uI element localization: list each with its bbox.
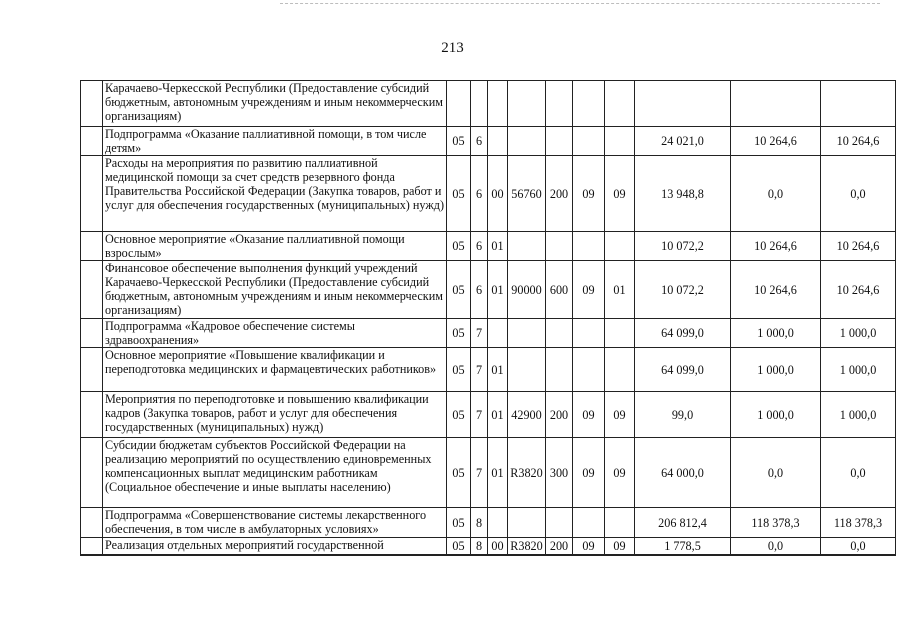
amount-cell bbox=[731, 81, 821, 127]
code-cell: 05 bbox=[447, 261, 471, 319]
code-cell: 09 bbox=[573, 156, 605, 232]
table-row bbox=[81, 538, 896, 555]
code-cell bbox=[488, 508, 508, 538]
amount-cell: 64 000,0 bbox=[635, 438, 731, 508]
amount-cell: 10 072,2 bbox=[635, 261, 731, 319]
amount-cell: 24 021,0 bbox=[635, 127, 731, 156]
code-cell bbox=[546, 127, 573, 156]
code-cell: 05 bbox=[447, 438, 471, 508]
amount-cell: 1 000,0 bbox=[821, 319, 896, 348]
code-cell bbox=[546, 81, 573, 127]
code-cell: 09 bbox=[605, 438, 635, 508]
row-margin-cell bbox=[81, 538, 103, 555]
code-cell bbox=[508, 127, 546, 156]
code-cell: 7 bbox=[471, 319, 488, 348]
amount-cell: 64 099,0 bbox=[635, 319, 731, 348]
code-cell bbox=[605, 348, 635, 392]
budget-table bbox=[80, 80, 896, 556]
code-cell bbox=[573, 319, 605, 348]
code-cell: R3820 bbox=[508, 538, 546, 555]
code-cell: 01 bbox=[488, 392, 508, 438]
code-cell: 05 bbox=[447, 348, 471, 392]
code-cell: 8 bbox=[471, 538, 488, 555]
amount-cell: 0,0 bbox=[821, 156, 896, 232]
code-cell: 05 bbox=[447, 127, 471, 156]
code-cell: 42900 bbox=[508, 392, 546, 438]
code-cell: 200 bbox=[546, 538, 573, 555]
code-cell bbox=[546, 319, 573, 348]
code-cell: 05 bbox=[447, 392, 471, 438]
amount-cell: 1 000,0 bbox=[731, 392, 821, 438]
code-cell bbox=[508, 508, 546, 538]
item-name-cell: Подпрограмма «Совершенствование системы лекарственного обеспечения, в том числе в амбулаторных условиях» bbox=[103, 508, 447, 538]
code-cell: 6 bbox=[471, 232, 488, 261]
amount-cell: 99,0 bbox=[635, 392, 731, 438]
code-cell bbox=[573, 508, 605, 538]
code-cell: 05 bbox=[447, 319, 471, 348]
code-cell bbox=[546, 348, 573, 392]
row-margin-cell bbox=[81, 127, 103, 156]
table-row bbox=[81, 261, 896, 319]
amount-cell: 1 778,5 bbox=[635, 538, 731, 555]
page-number: 213 bbox=[441, 40, 464, 56]
amount-cell: 0,0 bbox=[821, 538, 896, 555]
amount-cell: 206 812,4 bbox=[635, 508, 731, 538]
code-cell: 6 bbox=[471, 127, 488, 156]
page-top-rule bbox=[280, 3, 880, 4]
code-cell: 09 bbox=[605, 156, 635, 232]
amount-cell: 64 099,0 bbox=[635, 348, 731, 392]
code-cell bbox=[488, 319, 508, 348]
table-row bbox=[81, 156, 896, 232]
code-cell: 05 bbox=[447, 232, 471, 261]
table-row bbox=[81, 127, 896, 156]
row-margin-cell bbox=[81, 508, 103, 538]
item-name-cell: Основное мероприятие «Оказание паллиативной помощи взрослым» bbox=[103, 232, 447, 261]
code-cell bbox=[546, 508, 573, 538]
code-cell bbox=[488, 81, 508, 127]
row-margin-cell bbox=[81, 348, 103, 392]
amount-cell: 10 264,6 bbox=[731, 261, 821, 319]
code-cell: 01 bbox=[605, 261, 635, 319]
amount-cell: 118 378,3 bbox=[821, 508, 896, 538]
table-row bbox=[81, 319, 896, 348]
code-cell: 200 bbox=[546, 392, 573, 438]
code-cell bbox=[573, 348, 605, 392]
row-margin-cell bbox=[81, 392, 103, 438]
item-name-cell: Основное мероприятие «Повышение квалификации и переподготовка медицинских и фармацевтических работников» bbox=[103, 348, 447, 392]
amount-cell: 1 000,0 bbox=[731, 348, 821, 392]
code-cell: 7 bbox=[471, 348, 488, 392]
code-cell bbox=[471, 81, 488, 127]
code-cell: 01 bbox=[488, 438, 508, 508]
amount-cell: 0,0 bbox=[731, 438, 821, 508]
row-margin-cell bbox=[81, 438, 103, 508]
code-cell: 09 bbox=[573, 538, 605, 555]
code-cell: 09 bbox=[605, 392, 635, 438]
table-body bbox=[81, 81, 896, 555]
row-margin-cell bbox=[81, 232, 103, 261]
code-cell: 56760 bbox=[508, 156, 546, 232]
amount-cell bbox=[821, 81, 896, 127]
table-row bbox=[81, 81, 896, 127]
amount-cell: 0,0 bbox=[731, 538, 821, 555]
amount-cell: 10 264,6 bbox=[821, 232, 896, 261]
item-name-cell: Финансовое обеспечение выполнения функций учреждений Карачаево-Черкесской Республики (Предоставление субсидий бюджетным, автономным учреждениям и иным некоммерческим организациям) bbox=[103, 261, 447, 319]
row-margin-cell bbox=[81, 156, 103, 232]
code-cell: 200 bbox=[546, 156, 573, 232]
item-name-cell: Мероприятия по переподготовке и повышению квалификации кадров (Закупка товаров, работ и услуг для обеспечения государственных (муниципальных) нужд) bbox=[103, 392, 447, 438]
code-cell bbox=[605, 319, 635, 348]
amount-cell: 118 378,3 bbox=[731, 508, 821, 538]
table-row bbox=[81, 392, 896, 438]
amount-cell: 0,0 bbox=[731, 156, 821, 232]
code-cell bbox=[605, 508, 635, 538]
table-row bbox=[81, 232, 896, 261]
row-margin-cell bbox=[81, 319, 103, 348]
code-cell bbox=[605, 232, 635, 261]
amount-cell: 1 000,0 bbox=[821, 348, 896, 392]
code-cell bbox=[573, 127, 605, 156]
amount-cell: 13 948,8 bbox=[635, 156, 731, 232]
code-cell bbox=[573, 232, 605, 261]
amount-cell: 10 264,6 bbox=[731, 127, 821, 156]
code-cell bbox=[508, 81, 546, 127]
code-cell: 01 bbox=[488, 261, 508, 319]
code-cell bbox=[605, 127, 635, 156]
amount-cell: 10 264,6 bbox=[821, 127, 896, 156]
code-cell bbox=[546, 232, 573, 261]
code-cell: 09 bbox=[573, 261, 605, 319]
code-cell: 09 bbox=[605, 538, 635, 555]
code-cell: R3820 bbox=[508, 438, 546, 508]
code-cell bbox=[447, 81, 471, 127]
code-cell: 600 bbox=[546, 261, 573, 319]
code-cell bbox=[488, 127, 508, 156]
row-margin-cell bbox=[81, 81, 103, 127]
item-name-cell: Подпрограмма «Кадровое обеспечение системы здравоохранения» bbox=[103, 319, 447, 348]
item-name-cell: Карачаево-Черкесской Республики (Предоставление субсидий бюджетным, автономным учреждениям и иным некоммерческим организациям) bbox=[103, 81, 447, 127]
amount-cell: 10 072,2 bbox=[635, 232, 731, 261]
code-cell: 7 bbox=[471, 392, 488, 438]
code-cell: 01 bbox=[488, 348, 508, 392]
table-row bbox=[81, 508, 896, 538]
code-cell: 6 bbox=[471, 261, 488, 319]
code-cell: 8 bbox=[471, 508, 488, 538]
code-cell: 09 bbox=[573, 392, 605, 438]
amount-cell: 1 000,0 bbox=[821, 392, 896, 438]
amount-cell bbox=[635, 81, 731, 127]
code-cell: 7 bbox=[471, 438, 488, 508]
item-name-cell: Субсидии бюджетам субъектов Российской Федерации на реализацию мероприятий по осуществлению единовременных компенсационных выплат медицинским работникам (Социальное обеспечение и иные выплаты населению) bbox=[103, 438, 447, 508]
code-cell: 09 bbox=[573, 438, 605, 508]
amount-cell: 10 264,6 bbox=[731, 232, 821, 261]
code-cell: 300 bbox=[546, 438, 573, 508]
amount-cell: 1 000,0 bbox=[731, 319, 821, 348]
code-cell bbox=[573, 81, 605, 127]
row-margin-cell bbox=[81, 261, 103, 319]
table-row bbox=[81, 348, 896, 392]
code-cell: 6 bbox=[471, 156, 488, 232]
code-cell: 05 bbox=[447, 156, 471, 232]
code-cell bbox=[508, 319, 546, 348]
amount-cell: 10 264,6 bbox=[821, 261, 896, 319]
code-cell bbox=[508, 348, 546, 392]
amount-cell: 0,0 bbox=[821, 438, 896, 508]
code-cell: 00 bbox=[488, 156, 508, 232]
code-cell: 90000 bbox=[508, 261, 546, 319]
code-cell: 05 bbox=[447, 538, 471, 555]
code-cell: 01 bbox=[488, 232, 508, 261]
code-cell: 05 bbox=[447, 508, 471, 538]
item-name-cell: Подпрограмма «Оказание паллиативной помощи, в том числе детям» bbox=[103, 127, 447, 156]
item-name-cell: Реализация отдельных мероприятий государственной bbox=[103, 538, 447, 555]
item-name-cell: Расходы на мероприятия по развитию паллиативной медицинской помощи за счет средств резервного фонда Правительства Российской Федерации (Закупка товаров, работ и услуг для обеспечения государственных (муниципальных) нужд) bbox=[103, 156, 447, 232]
table-row bbox=[81, 438, 896, 508]
code-cell bbox=[605, 81, 635, 127]
code-cell: 00 bbox=[488, 538, 508, 555]
code-cell bbox=[508, 232, 546, 261]
